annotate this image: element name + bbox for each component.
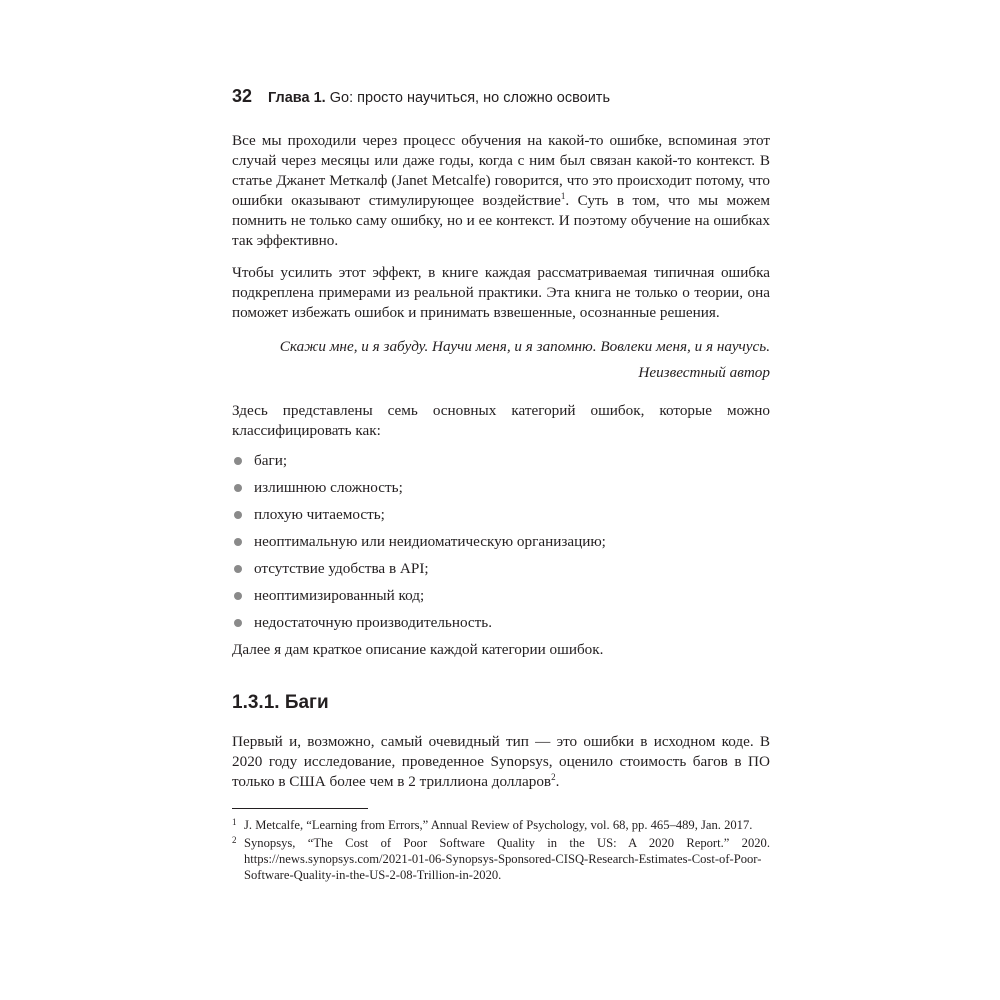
- epigraph-quote: Скажи мне, и я забуду. Научи меня, и я запомню. Вовлеки меня, и я научусь.: [279, 338, 770, 355]
- paragraph-bugs-text-end: .: [555, 773, 560, 790]
- bullet-icon: [234, 538, 242, 546]
- section-heading: 1.3.1. Баги: [232, 692, 329, 713]
- bullet-icon: [234, 511, 242, 519]
- bullet-icon: [234, 565, 242, 573]
- list-item-text: неоптимальную или неидиоматическую организацию;: [254, 533, 606, 550]
- page-number: 32: [232, 86, 253, 106]
- list-item-text: отсутствие удобства в API;: [254, 560, 429, 577]
- paragraph-bugs: [232, 732, 770, 792]
- footnotes: [232, 817, 770, 883]
- list-item-text: излишнюю сложность;: [254, 479, 403, 496]
- list-item: [232, 505, 770, 525]
- chapter-title: [268, 90, 610, 106]
- bullet-icon: [234, 484, 242, 492]
- bullet-icon: [234, 619, 242, 627]
- footnote-ref-2[interactable]: 2: [551, 771, 556, 782]
- bullet-icon: [234, 457, 242, 465]
- epigraph-author: Неизвестный автор: [638, 364, 770, 381]
- footnote-1: [232, 817, 770, 833]
- footnote-ref-1[interactable]: 1: [560, 190, 566, 201]
- footnote-mark: 1: [232, 817, 237, 827]
- running-head: [232, 86, 770, 107]
- categories-list: [232, 451, 770, 633]
- paragraph-effect: Чтобы усилить этот эффект, в книге каждая рассматриваемая типичная ошибка подкреплена примерами из реальной практики. Эта книга не только о теории, она поможет избежать ошибок и принимать взвешенные, осознанные решения.: [232, 264, 770, 321]
- list-item-text: неоптимизированный код;: [254, 587, 425, 604]
- bullet-icon: [234, 592, 242, 600]
- list-item-text: баги;: [254, 452, 288, 469]
- list-item: [232, 586, 770, 606]
- list-item-text: плохую читаемость;: [254, 506, 385, 523]
- paragraph-next: Далее я дам краткое описание каждой категории ошибок.: [232, 641, 604, 658]
- list-item: [232, 478, 770, 498]
- paragraph-bugs-text: Первый и, возможно, самый очевидный тип — это ошибки в исходном коде. В 2020 году исследование, проведенное Synopsys, оценило стоимость багов в ПО только в США более чем в 2 триллиона долларов: [232, 733, 770, 790]
- list-item: [232, 613, 770, 633]
- epigraph: [232, 337, 770, 383]
- paragraph-categories-intro: Здесь представлены семь основных категорий ошибок, которые можно классифицировать как:: [232, 402, 770, 439]
- list-item: [232, 559, 770, 579]
- footnote-mark: 2: [232, 835, 237, 845]
- list-item: [232, 532, 770, 552]
- list-item-text: недостаточную производительность.: [254, 614, 493, 631]
- paragraph-intro-text-end: . Суть в том, что мы можем помнить не только саму ошибку, но и ее контекст. И поэтому обучение на ошибках так эффективно.: [232, 192, 770, 249]
- book-page: [232, 86, 770, 885]
- footnote-text: J. Metcalfe, “Learning from Errors,” Annual Review of Psychology, vol. 68, pp. 465–489, Jan. 2017.: [244, 818, 753, 832]
- paragraph-intro-text: Все мы проходили через процесс обучения на какой-то ошибке, вспоминая этот случай через месяцы или даже годы, когда с ним был связан какой-то контекст. В статье Джанет Меткалф (Janet Metcalfe) говорится, что это происходит потому, что ошибки оказывают стимулирующее воздействие: [232, 132, 770, 209]
- footnote-text[interactable]: Synopsys, “The Cost of Poor Software Quality in the US: A 2020 Report.” 2020. https://news.synopsys.com/2021-01-06-Synopsys-Sponsored-CISQ-Research-Estimates-Cost-of-Poor-Software-Quality-in-the-US-2-08-Trillion-in-2020.: [244, 836, 770, 882]
- footnote-2: [232, 835, 770, 883]
- footnote-divider: [232, 808, 368, 809]
- paragraph-intro: [232, 131, 770, 251]
- chapter-title-text: Go: просто научиться, но сложно освоить: [329, 90, 611, 106]
- chapter-label: Глава 1.: [268, 90, 326, 106]
- list-item: [232, 451, 770, 471]
